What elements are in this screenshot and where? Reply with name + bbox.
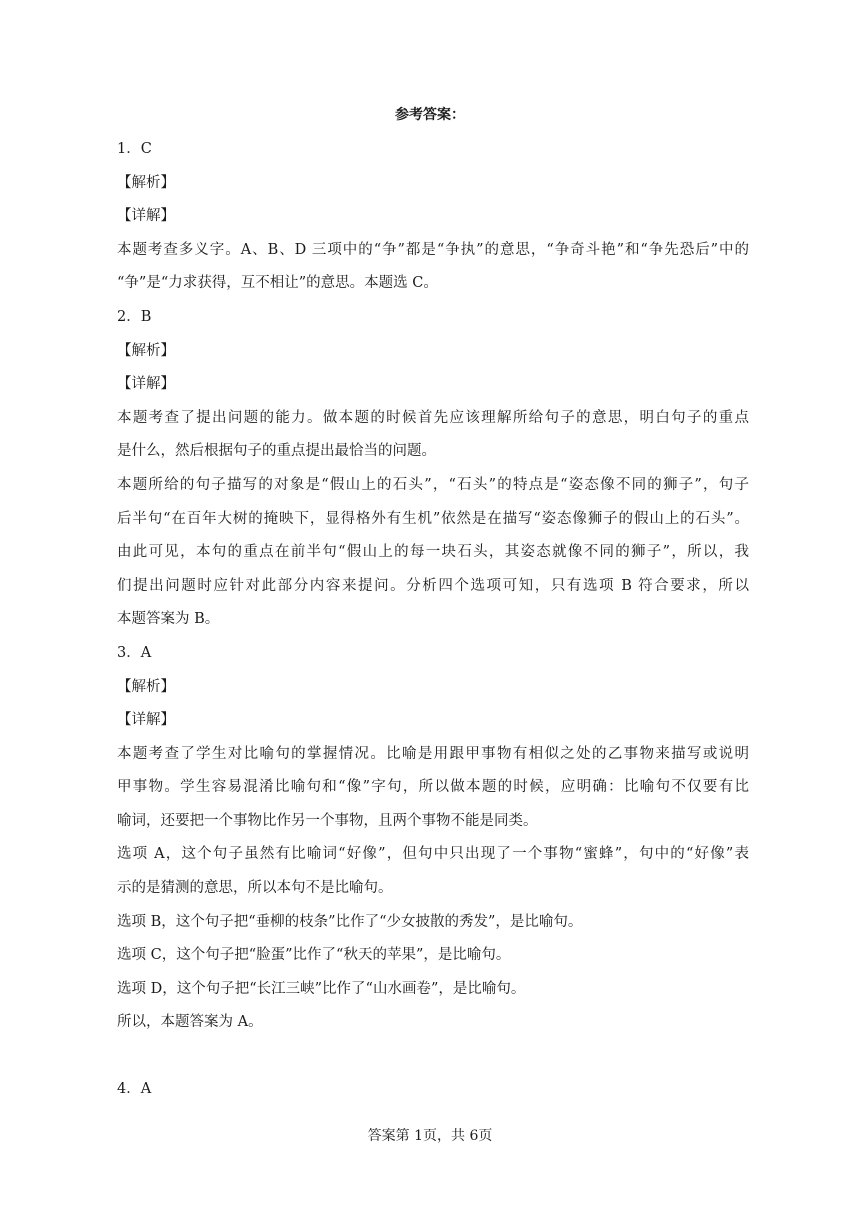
q1-text-line: “争”是“力求获得，互不相让”的意思。本题选 C。 — [117, 275, 438, 292]
q3-detail-heading: 【详解】 — [117, 712, 175, 729]
section-spacer — [117, 1040, 749, 1073]
q3-text-line: 选项 B，这个句子把“垂柳的枝条”比作了“少女披散的秀发”，是比喻句。 — [117, 913, 583, 930]
q3-text-line: 所以，本题答案为 A。 — [117, 1014, 263, 1031]
q1-detail-heading: 【详解】 — [117, 208, 175, 225]
q2-text-line: 本题答案为 B。 — [117, 611, 220, 628]
q3-text-line: 示的是猜测的意思，所以本句不是比喻句。 — [117, 880, 393, 897]
q2-text-line: 本题所给的句子描写的对象是“假山上的石头”，“石头”的特点是“姿态像不同的狮子”，句子 — [117, 476, 749, 493]
q1-analysis-heading: 【解析】 — [117, 174, 175, 191]
q2-analysis-heading: 【解析】 — [117, 342, 175, 359]
q1-answer: 1．C — [117, 141, 152, 157]
q3-text-line: 喻词，还要把一个事物比作另一个事物，且两个事物不能是同类。 — [117, 812, 538, 829]
q2-detail-heading: 【详解】 — [117, 376, 175, 393]
page-footer: 答案第 1页，共 6页 — [367, 1128, 493, 1144]
q2-text-line: 由此可见，本句的重点在前半句“假山上的每一块石头，其姿态就像不同的狮子”，所以，我 — [117, 544, 749, 561]
q1-text-line: 本题考查多义字。A、B、D 三项中的“争”都是“争执”的意思，“争奇斗艳”和“争先恐后”中的 — [117, 241, 749, 258]
q2-text-line: 本题考查了提出问题的能力。做本题的时候首先应该理解所给句子的意思，明白句子的重点 — [117, 409, 749, 426]
q2-text-line: 们提出问题时应针对此部分内容来提问。分析四个选项可知，只有选项 B 符合要求，所以 — [117, 577, 749, 594]
answer-content — [117, 133, 749, 1107]
q4-answer: 4．A — [117, 1081, 152, 1098]
q3-answer: 3．A — [117, 644, 152, 661]
q3-text-line: 甲事物。学生容易混淆比喻句和“像”字句，所以做本题的时候，应明确：比喻句不仅要有比 — [117, 779, 749, 796]
q2-text-line: 是什么，然后根据句子的重点提出最恰当的问题。 — [117, 443, 436, 460]
q2-text-line: 后半句“在百年大树的掩映下，显得格外有生机”依然是在描写“姿态像狮子的假山上的石头”。 — [117, 510, 749, 527]
q3-text-line: 选项 D，这个句子把“长江三峡”比作了“山水画卷”，是比喻句。 — [117, 980, 526, 997]
q2-answer: 2．B — [117, 308, 152, 325]
q3-analysis-heading: 【解析】 — [117, 678, 175, 695]
q3-text-line: 选项 A，这个句子虽然有比喻词“好像”，但句中只出现了一个事物“蜜蜂”，句中的“好像”表 — [117, 846, 749, 863]
q3-text-line: 本题考查了学生对比喻句的掌握情况。比喻是用跟甲事物有相似之处的乙事物来描写或说明 — [117, 745, 749, 762]
page-title: 参考答案： — [395, 107, 465, 123]
q3-text-line: 选项 C，这个句子把“脸蛋”比作了“秋天的苹果”，是比喻句。 — [117, 947, 511, 964]
